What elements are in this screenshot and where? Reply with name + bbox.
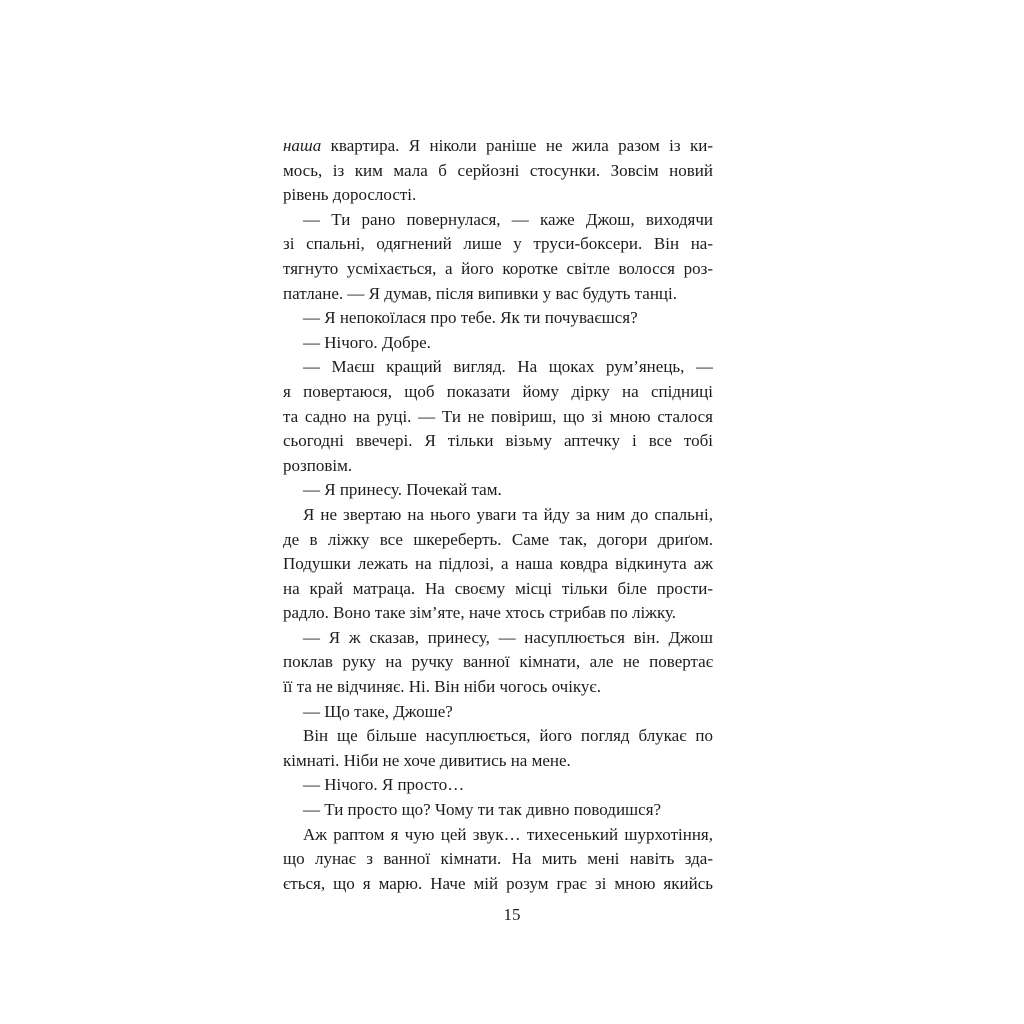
text-line: — Я принесу. Почекай там. [303, 480, 502, 500]
text-line: — Нічого. Добре. [303, 332, 431, 352]
text-line: рівень дорослості. [283, 185, 417, 205]
page-text [283, 134, 713, 896]
text-line: ється, що я марю. Наче мій розум грає зі мною якийсь [283, 873, 713, 893]
text-line: я повертаюся, щоб показати йому дірку на спідниці [283, 381, 713, 401]
text-line: на край матраца. На своєму місці тільки біле прости- [283, 578, 713, 598]
text-line: що лунає з ванної кімнати. На мить мені навіть зда- [283, 849, 713, 869]
text-line: сьогодні ввечері. Я тільки візьму аптечку і все тобі [283, 431, 713, 451]
text-line: Аж раптом я чую цей звук… тихесенький шурхотіння, [303, 824, 713, 844]
text-line: тягнуто усміхається, а його коротке світле волосся роз- [283, 258, 713, 278]
page-number: 15 [503, 905, 521, 924]
text-line: мось, із ким мала б серйозні стосунки. Зовсім новий [283, 160, 713, 180]
text-line: кімнаті. Ніби не хоче дивитись на мене. [283, 750, 571, 770]
text-line: — Я непокоїлася про тебе. Як ти почуваєшся? [303, 308, 638, 328]
text-line: — Нічого. Я просто… [303, 775, 465, 795]
text-line: Подушки лежать на підлозі, а наша ковдра відкинута аж [283, 554, 713, 574]
text-line: зі спальні, одягнений лише у труси-боксери. Він на- [283, 234, 713, 254]
text-line: радло. Воно таке зім’яте, наче хтось стрибав по ліжку. [283, 603, 677, 623]
text-line: поклав руку на ручку ванної кімнати, але не повертає [283, 652, 713, 672]
text-line: розповім. [283, 455, 353, 475]
text-line: Я не звертаю на нього уваги та йду за ним до спальні, [303, 504, 713, 524]
text-line: та садно на руці. — Ти не повіриш, що зі мною сталося [283, 406, 713, 426]
text-line: Він ще більше насуплюється, його погляд блукає по [303, 726, 713, 746]
text-line: патлане. — Я думав, після випивки у вас будуть танці. [283, 283, 677, 303]
text-line: її та не відчиняє. Ні. Він ніби чогось очікує. [283, 677, 601, 697]
text-line: де в ліжку все шкереберть. Саме так, догори дриґом. [283, 529, 713, 549]
text-line: — Ти просто що? Чому ти так дивно поводишся? [303, 800, 662, 820]
text-line: наша квартира. Я ніколи раніше не жила разом із ки- [283, 136, 713, 155]
text-line: — Що таке, Джоше? [303, 701, 453, 721]
text-line: — Маєш кращий вигляд. На щоках рум’янець, — [303, 357, 713, 377]
text-line: — Ти рано повернулася, — каже Джош, виходячи [303, 209, 713, 229]
italic-word: наша [283, 136, 322, 155]
text-line: — Я ж сказав, принесу, — насуплюється він. Джош [303, 627, 713, 647]
